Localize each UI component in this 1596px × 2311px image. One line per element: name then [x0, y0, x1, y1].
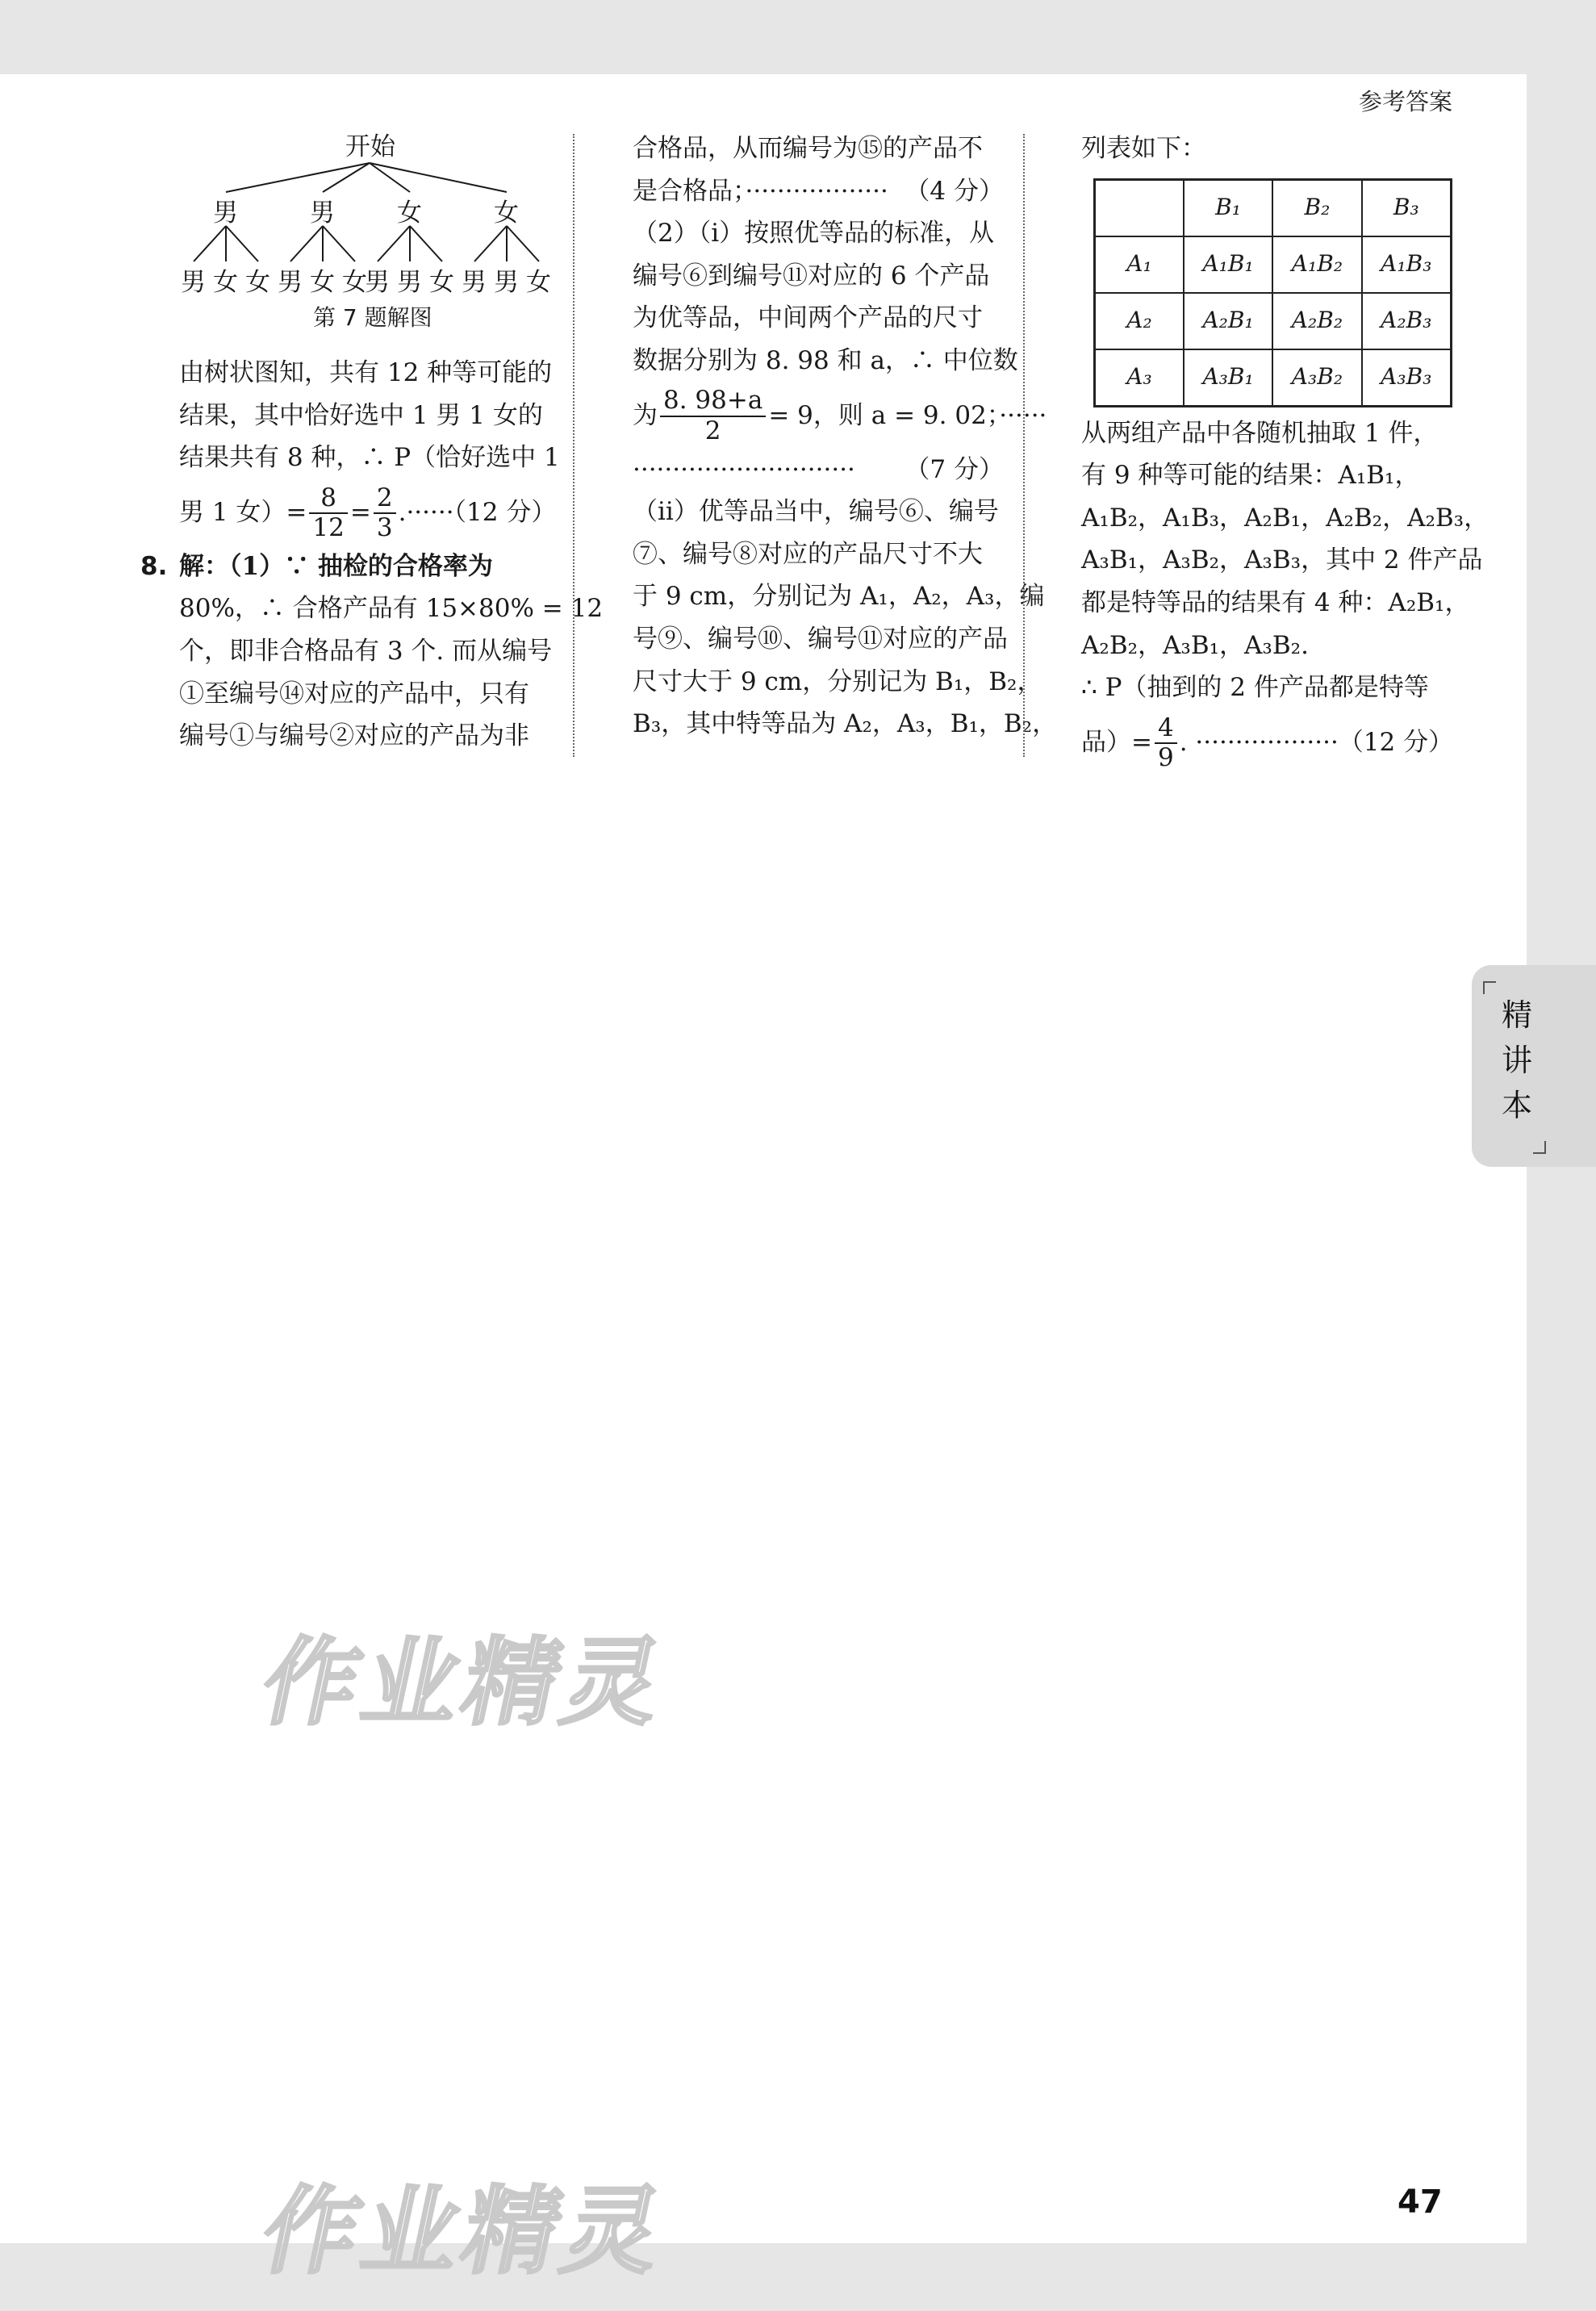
- tree-leaf: 男: [462, 268, 487, 297]
- tree-leaf: 男: [397, 268, 422, 297]
- text-fragment: 品）=: [1081, 727, 1152, 757]
- fraction: [1155, 714, 1177, 773]
- text-line: 为优等品，中间两个产品的尺寸: [633, 303, 983, 333]
- text-line: 个，即非合格品有 3 个. 而从编号: [179, 636, 553, 666]
- text-fragment: 解：（1）∵ 抽检的合格率为: [179, 551, 493, 581]
- text-line: A₂B₂，A₃B₁，A₃B₂.: [1081, 630, 1309, 660]
- text-line: A₁B₂，A₁B₃，A₂B₁，A₂B₂，A₂B₃，: [1081, 503, 1489, 533]
- denominator: 3: [376, 513, 393, 543]
- text-line: 列表如下：: [1081, 134, 1206, 163]
- tree-node-2: 男: [310, 199, 335, 228]
- text-line: B₃，其中特等品为 A₂，A₃，B₁，B₂，: [633, 709, 1058, 739]
- header-title: 参考答案: [1358, 88, 1452, 115]
- numerator: 4: [1155, 714, 1177, 745]
- tree-leaf: 男: [365, 268, 390, 297]
- text-line: [633, 170, 1004, 213]
- denominator: 9: [1157, 743, 1174, 773]
- text-line: ①至编号⑭对应的产品中，只有: [179, 679, 529, 708]
- text-line: 80%，∴ 合格产品有 15×80% = 12: [179, 594, 604, 624]
- question-8-line: [140, 545, 550, 588]
- table-cell: A₃B₃: [1362, 349, 1452, 407]
- text-line: （2）（ⅰ）按照优等品的标准，从: [633, 219, 995, 249]
- column-3: [1081, 127, 1489, 775]
- numerator: 8: [309, 484, 347, 515]
- table-row: [1095, 179, 1452, 236]
- tree-leaf: 女: [310, 268, 335, 297]
- text-fragment: 为: [633, 400, 658, 430]
- tab-char: 本: [1501, 1088, 1532, 1123]
- tree-diagram: [179, 127, 550, 352]
- table-cell: A₂B₁: [1184, 293, 1272, 349]
- text-line: ∴ P（抽到的 2 件产品都是特等: [1081, 673, 1429, 703]
- table-cell: A₃B₂: [1272, 349, 1361, 407]
- tab-char: 精: [1501, 997, 1532, 1033]
- table-cell: B₂: [1272, 179, 1361, 236]
- score-label: （7 分）: [905, 454, 1004, 484]
- table-cell: B₁: [1184, 179, 1272, 236]
- tree-node-3: 女: [397, 199, 422, 228]
- column-1: [140, 127, 604, 758]
- text-line: 结果共有 8 种，∴ P（恰好选中 1: [179, 443, 560, 473]
- tree-leaf: 男: [278, 268, 303, 297]
- text-line: 编号⑥到编号⑪对应的 6 个产品: [633, 261, 990, 290]
- text-line: 号⑨、编号⑩、编号⑪对应的产品: [633, 624, 1008, 654]
- text-line: 数据分别为 8. 98 和 a，∴ 中位数: [633, 345, 1018, 375]
- text-line: [633, 449, 1004, 491]
- text-line: 编号①与编号②对应的产品为非: [179, 721, 529, 751]
- numerator: 2: [374, 484, 396, 515]
- text-fragment: .: [398, 497, 407, 527]
- fraction: [660, 387, 766, 445]
- numerator: 8. 98+a: [660, 387, 766, 417]
- table-cell: [1095, 179, 1184, 236]
- text-line: 由树状图知，共有 12 种等可能的: [179, 358, 553, 387]
- tree-leaf: 女: [342, 268, 367, 297]
- denominator: 2: [704, 416, 721, 446]
- table-cell: A₂: [1095, 293, 1184, 349]
- tree-leaf: 女: [213, 268, 238, 297]
- denominator: 12: [312, 513, 345, 543]
- column-divider: [1023, 134, 1025, 757]
- text-fragment: 是合格品；··················: [633, 176, 888, 206]
- column-2: [633, 127, 1058, 746]
- corner-bracket-icon: [1533, 1141, 1546, 1154]
- score-label: ······（12 分）: [406, 497, 557, 527]
- table-cell: A₂B₂: [1272, 293, 1361, 349]
- text-line: 结果，其中恰好选中 1 男 1 女的: [179, 400, 543, 430]
- text-line: 于 9 cm，分别记为 A₁，A₂，A₃，编: [633, 582, 1045, 612]
- section-tab-label: [1493, 993, 1541, 1128]
- tree-caption: 第 7 题解图: [313, 304, 432, 331]
- page-number: 47: [1398, 2184, 1443, 2221]
- tree-leaf: 女: [245, 268, 270, 297]
- column-divider: [573, 134, 574, 757]
- table-cell: B₃: [1362, 179, 1452, 236]
- section-tab[interactable]: [1472, 965, 1596, 1167]
- table-cell: A₁B₃: [1362, 236, 1452, 293]
- text-line: 合格品，从而编号为⑮的产品不: [633, 134, 983, 163]
- table-row: [1095, 293, 1452, 349]
- tab-char: 讲: [1501, 1043, 1532, 1078]
- text-fragment: 男 1 女）=: [179, 497, 307, 527]
- table-cell: A₁: [1095, 236, 1184, 293]
- score-label: （12 分）: [1338, 727, 1454, 757]
- tree-leaf: 男: [181, 268, 206, 297]
- tree-root: 开始: [345, 132, 395, 161]
- text-line: 都是特等品的结果有 4 种：A₂B₁，: [1081, 587, 1470, 617]
- text-line: A₃B₁，A₃B₂，A₃B₃，其中 2 件产品: [1081, 545, 1483, 575]
- text-line: ⑦、编号⑧对应的产品尺寸不大: [633, 539, 983, 569]
- tree-leaf: 女: [526, 268, 551, 297]
- question-number: 8.: [140, 551, 168, 581]
- fraction: [374, 484, 396, 543]
- probability-line: [179, 479, 557, 545]
- text-fragment: ····························: [633, 454, 855, 484]
- equals-sign: =: [349, 497, 371, 527]
- watermark: 作业精灵: [253, 1627, 677, 1738]
- tree-leaf: 女: [429, 268, 454, 297]
- table-row: [1095, 236, 1452, 293]
- text-line: 尺寸大于 9 cm，分别记为 B₁，B₂，: [633, 667, 1042, 696]
- score-label: （4 分）: [905, 176, 1004, 206]
- text-line: （ⅱ）优等品当中，编号⑥、编号: [633, 497, 999, 527]
- tree-node-1: 男: [213, 199, 238, 228]
- watermark: 作业精灵: [253, 2175, 677, 2287]
- tree-leaf: 男: [494, 268, 519, 297]
- fraction: [309, 484, 347, 543]
- table-cell: A₁B₂: [1272, 236, 1361, 293]
- text-line: 从两组产品中各随机抽取 1 件，: [1081, 418, 1439, 448]
- text-fragment: . ··················: [1179, 727, 1339, 757]
- table-row: [1095, 349, 1452, 407]
- table-cell: A₃: [1095, 349, 1184, 407]
- text-fragment: = 9，则 a = 9. 02；······: [768, 400, 1047, 430]
- text-line: 有 9 种等可能的结果：A₁B₁，: [1081, 461, 1420, 491]
- probability-line: [1081, 709, 1452, 775]
- table-cell: A₁B₁: [1184, 236, 1272, 293]
- tree-node-4: 女: [494, 199, 519, 228]
- table-cell: A₃B₁: [1184, 349, 1272, 407]
- median-line: [633, 382, 1047, 449]
- table-cell: A₂B₃: [1362, 293, 1452, 349]
- outcome-table: [1093, 178, 1452, 407]
